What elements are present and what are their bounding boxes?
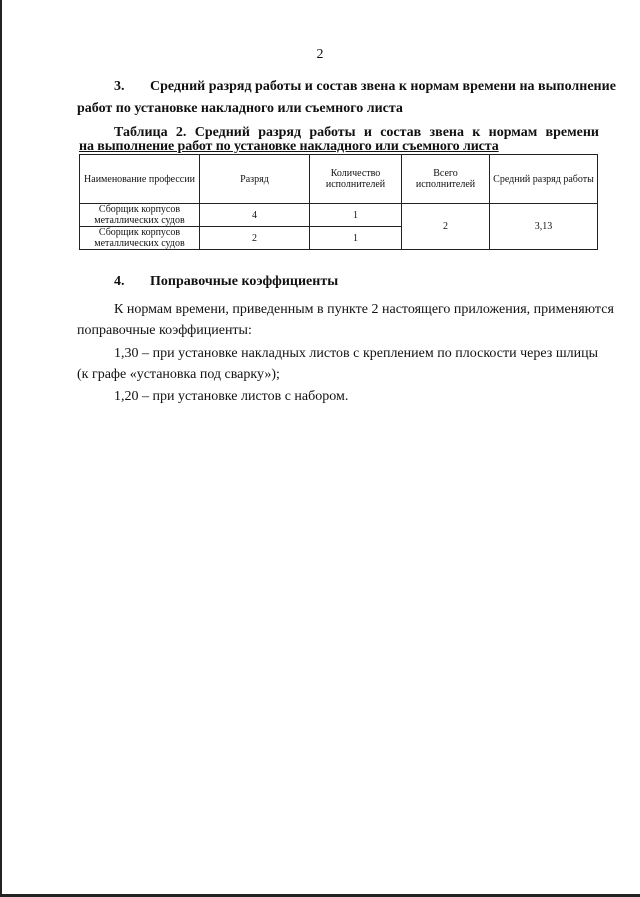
header-profession: Наименование профессии [80,155,200,204]
cell-average-grade: 3,13 [490,204,598,250]
paragraph-1-line1: К нормам времени, приведенным в пункте 2 настоящего приложения, применяются [114,302,614,317]
cell-count: 1 [310,227,402,250]
section-4-number: 4. [114,274,125,289]
paragraph-2-line2: (к графе «установка под сварку»); [77,367,280,382]
table-caption-line2: на выполнение работ по установке накладного или съемного листа [79,139,499,154]
cell-grade: 4 [200,204,310,227]
page-number: 2 [316,47,324,62]
section-3-number: 3. [114,79,125,94]
table-caption-line1: Таблица 2. Средний разряд работы и состав звена к нормам времени [114,125,599,140]
section-3-title-line2: работ по установке накладного или съемного листа [77,101,403,116]
cell-profession: Сборщик корпусов металлических судов [80,204,200,227]
table-row [80,204,598,227]
cell-total-workers: 2 [402,204,490,250]
paragraph-2-line1: 1,30 – при установке накладных листов с креплением по плоскости через шлицы [114,346,598,361]
scan-edge-left [0,0,2,897]
header-grade: Разряд [200,155,310,204]
paragraph-1-line2: поправочные коэффициенты: [77,323,252,338]
header-workers-count: Количество исполнителей [310,155,402,204]
section-3-title-line1: Средний разряд работы и состав звена к нормам времени на выполнение [150,79,616,94]
table-header-row [80,155,598,204]
header-total-workers: Всего исполнителей [402,155,490,204]
section-4-title: Поправочные коэффициенты [150,274,339,289]
crew-composition-table [79,154,598,250]
paragraph-3: 1,20 – при установке листов с набором. [114,389,349,404]
cell-grade: 2 [200,227,310,250]
section-3-heading [114,79,616,95]
section-4-heading [114,274,338,290]
cell-count: 1 [310,204,402,227]
header-average-grade: Средний разряд работы [490,155,598,204]
cell-profession: Сборщик корпусов металлических судов [80,227,200,250]
